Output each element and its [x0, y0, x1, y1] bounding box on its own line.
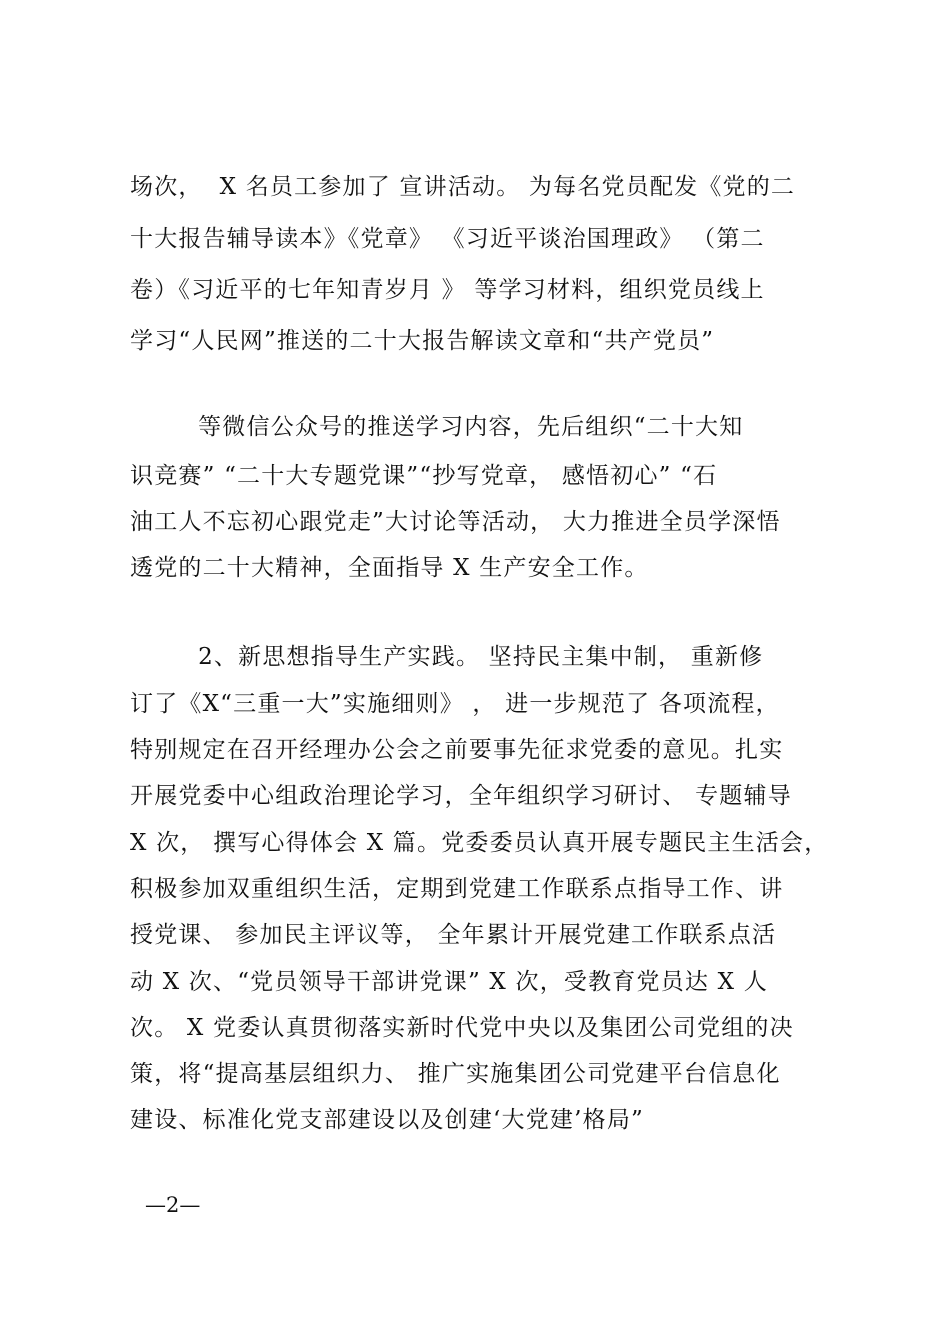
text-line: 等微信公众号的推送学习内容，先后组织“二十大知: [130, 414, 744, 440]
text-line: 油工人不忘初心跟党走”大讨论等活动， 大力推进全员学深悟: [130, 509, 781, 535]
text-line: 积极参加双重组织生活，定期到党建工作联系点指导工作、讲: [130, 876, 784, 902]
text-line: 订了《X“三重一大”实施细则》 ， 进一步规范了 各项流程，: [130, 691, 780, 717]
text-line: 次。 X 党委认真贯彻落实新时代党中央以及集团公司党组的决: [130, 1015, 794, 1041]
text-line: 特别规定在召开经理办公会之前要事先征求党委的意见。扎实: [130, 737, 784, 763]
text-line: 场次， X 名员工参加了 宣讲活动。 为每名党员配发《党的二: [130, 174, 796, 200]
text-line: 学习“人民网”推送的二十大报告解读文章和“共产党员”: [130, 328, 715, 354]
text-line: 开展党委中心组政治理论学习，全年组织学习研讨、 专题辅导: [130, 783, 792, 809]
text-line: 2、新思想指导生产实践。 坚持民主集中制， 重新修: [130, 644, 764, 670]
text-line: 透党的二十大精神，全面指导 X 生产安全工作。: [130, 555, 649, 581]
text-line: X 次， 撰写心得体会 X 篇。党委委员认真开展专题民主生活会，: [130, 830, 829, 856]
text-line: 建设、标准化党支部建设以及创建‘大党建’格局”: [130, 1107, 644, 1133]
text-line: 策，将“提高基层组织力、 推广实施集团公司党建平台信息化: [130, 1061, 781, 1087]
page-number: —2—: [145, 1193, 201, 1217]
text-line: 识竞赛” “二十大专题党课”“抄写党章， 感悟初心” “石: [130, 463, 718, 489]
text-line: 授党课、 参加民主评议等， 全年累计开展党建工作联系点活: [130, 922, 777, 948]
text-line: 十大报告辅导读本》《党章》 《习近平谈治国理政》 （第二: [130, 226, 765, 252]
text-line: 卷）《习近平的七年知青岁月 》 等学习材料，组织党员线上: [130, 277, 765, 303]
text-line: 动 X 次、“党员领导干部讲党课” X 次，受教育党员达 X 人: [130, 969, 768, 995]
